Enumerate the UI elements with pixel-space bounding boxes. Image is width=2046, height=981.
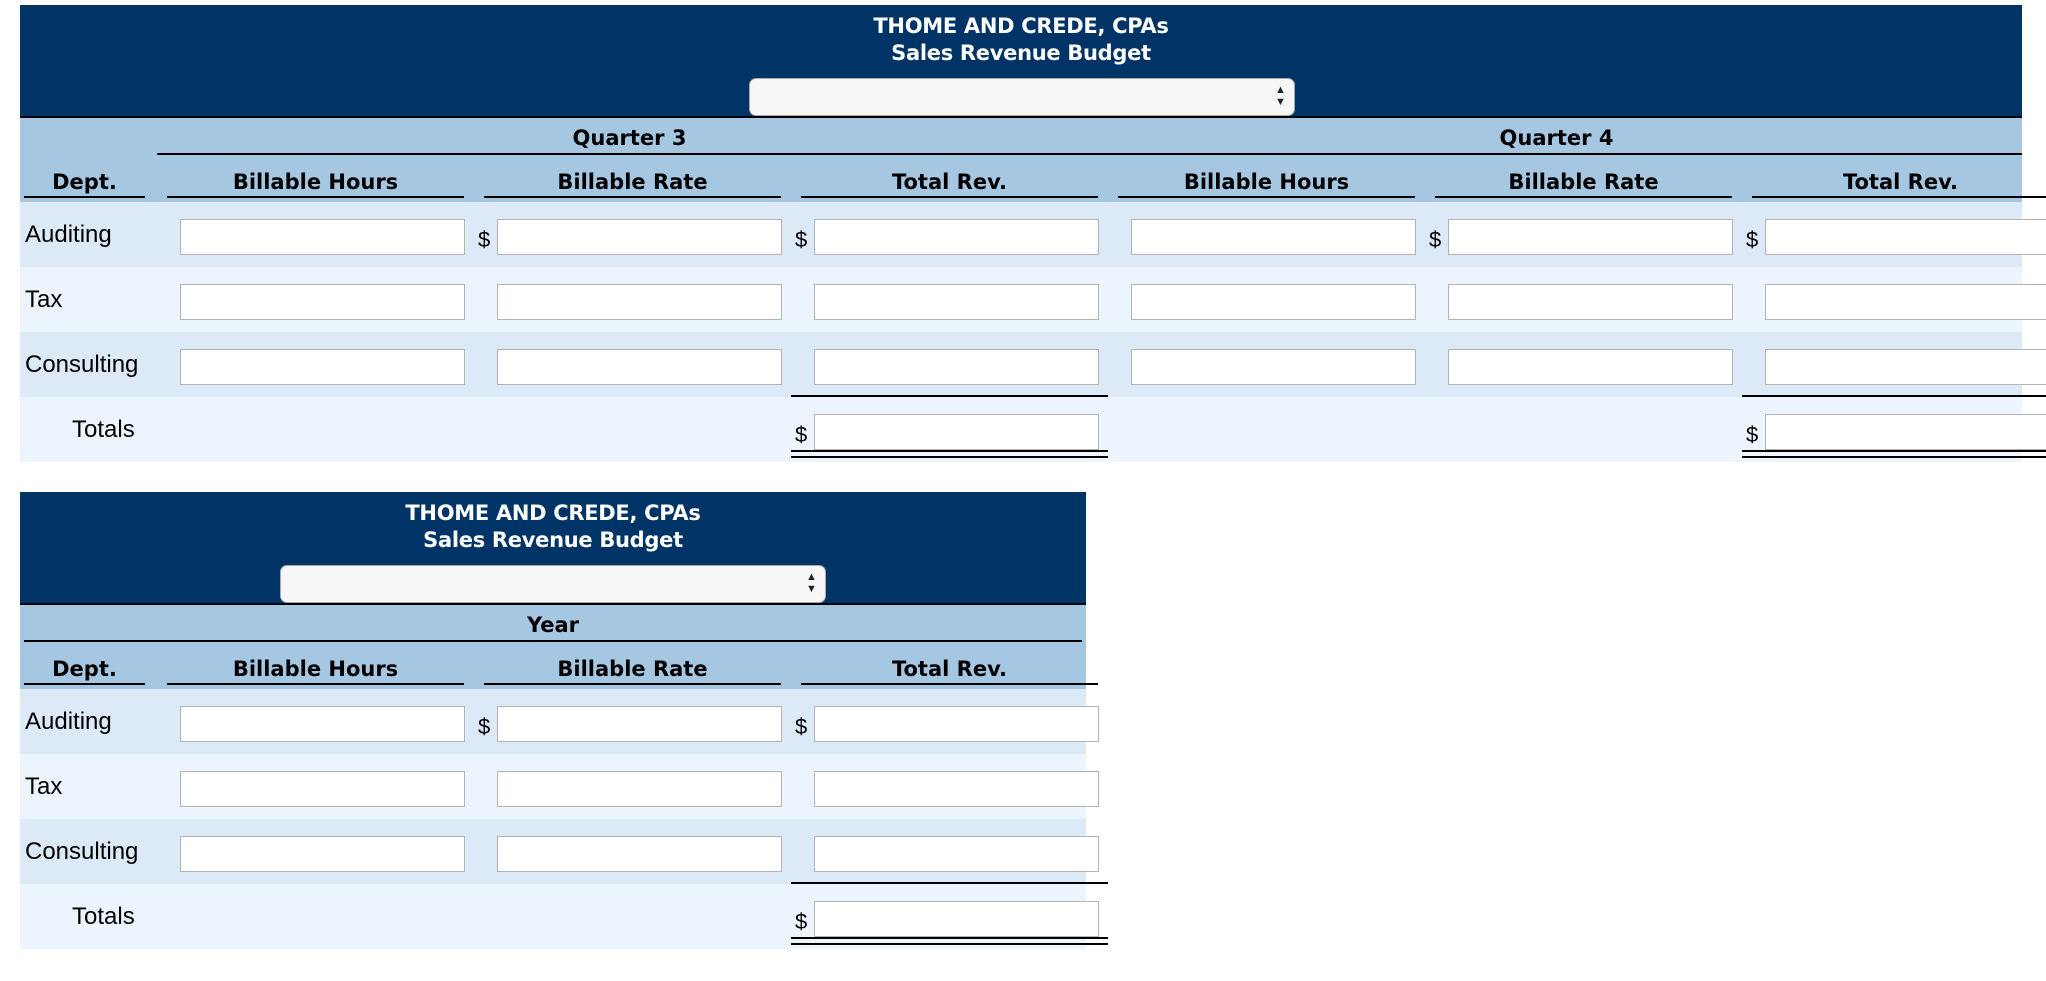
q4-tax-total-input[interactable] — [1765, 284, 2046, 320]
q4-total-rev-input[interactable] — [1765, 414, 2046, 450]
period-header-row — [20, 118, 2022, 158]
company-name: THOME AND CREDE, CPAs — [873, 14, 1169, 38]
table-row-tax — [20, 267, 2022, 332]
column-header-row — [20, 645, 1086, 689]
period-select[interactable] — [280, 565, 826, 603]
sales-revenue-budget-year — [20, 492, 1086, 949]
currency-symbol: $ — [478, 227, 491, 252]
column-header-q4-billable-rate: Billable Rate — [1425, 158, 1742, 202]
year-tax-rate-input[interactable] — [497, 771, 782, 807]
column-header-billable-rate: Billable Rate — [474, 645, 791, 689]
year-tax-hours-input[interactable] — [180, 771, 465, 807]
q4-tax-hours-input[interactable] — [1131, 284, 1416, 320]
currency-symbol: $ — [1429, 227, 1442, 252]
budget-header — [20, 492, 1086, 605]
dept-label-auditing: Auditing — [25, 221, 112, 248]
totals-label: Totals — [72, 903, 135, 930]
q4-auditing-hours-input[interactable] — [1131, 219, 1416, 255]
year-consulting-rate-input[interactable] — [497, 836, 782, 872]
table-row-consulting — [20, 819, 1086, 884]
dept-label-tax: Tax — [25, 286, 63, 313]
dept-label-consulting: Consulting — [25, 351, 139, 378]
year-auditing-rate-input[interactable] — [497, 706, 782, 742]
table-row-totals — [20, 397, 2022, 462]
q4-auditing-rate-input[interactable] — [1448, 219, 1733, 255]
table-row-auditing — [20, 202, 2022, 267]
totals-label: Totals — [72, 416, 135, 443]
year-consulting-hours-input[interactable] — [180, 836, 465, 872]
currency-symbol: $ — [795, 227, 808, 252]
period-label-year: Year — [24, 610, 1082, 642]
sales-revenue-budget-quarters — [20, 5, 2022, 462]
period-label-quarter-4: Quarter 4 — [1091, 123, 2022, 155]
q3-tax-hours-input[interactable] — [180, 284, 465, 320]
q4-auditing-total-input[interactable] — [1765, 219, 2046, 255]
dept-label-auditing: Auditing — [25, 708, 112, 735]
q3-tax-total-input[interactable] — [814, 284, 1099, 320]
q4-consulting-total-input[interactable] — [1765, 349, 2046, 385]
column-header-q4-billable-hours: Billable Hours — [1108, 158, 1425, 202]
currency-symbol: $ — [478, 714, 491, 739]
total-double-underline — [791, 937, 1108, 945]
dept-label-consulting: Consulting — [25, 838, 139, 865]
up-down-arrows-icon: ▲ ▼ — [806, 571, 817, 595]
q4-consulting-rate-input[interactable] — [1448, 349, 1733, 385]
table-row-tax — [20, 754, 1086, 819]
column-header-billable-hours: Billable Hours — [157, 645, 474, 689]
column-header-dept: Dept. — [20, 645, 157, 689]
total-double-underline — [791, 450, 1108, 458]
company-name: THOME AND CREDE, CPAs — [405, 501, 701, 525]
currency-symbol: $ — [795, 909, 808, 934]
table-row-auditing — [20, 689, 1086, 754]
year-auditing-hours-input[interactable] — [180, 706, 465, 742]
period-select[interactable] — [749, 78, 1295, 116]
year-consulting-total-input[interactable] — [814, 836, 1099, 872]
year-auditing-total-input[interactable] — [814, 706, 1099, 742]
column-header-q4-total-rev: Total Rev. — [1742, 158, 2046, 202]
period-label-quarter-3: Quarter 3 — [157, 123, 1102, 155]
q3-consulting-total-input[interactable] — [814, 349, 1099, 385]
column-header-q3-billable-hours: Billable Hours — [157, 158, 474, 202]
year-total-rev-input[interactable] — [814, 901, 1099, 937]
q3-auditing-total-input[interactable] — [814, 219, 1099, 255]
currency-symbol: $ — [795, 422, 808, 447]
period-header-row — [20, 605, 1086, 645]
currency-symbol: $ — [1746, 227, 1759, 252]
q3-auditing-rate-input[interactable] — [497, 219, 782, 255]
up-down-arrows-icon: ▲ ▼ — [1275, 84, 1286, 108]
column-header-q3-billable-rate: Billable Rate — [474, 158, 791, 202]
budget-title: Sales Revenue Budget — [423, 528, 683, 552]
table-row-consulting — [20, 332, 2022, 397]
budget-title: Sales Revenue Budget — [891, 41, 1151, 65]
q4-tax-rate-input[interactable] — [1448, 284, 1733, 320]
total-double-underline — [1742, 450, 2046, 458]
q3-tax-rate-input[interactable] — [497, 284, 782, 320]
column-header-dept: Dept. — [20, 158, 157, 202]
column-header-total-rev: Total Rev. — [791, 645, 1108, 689]
currency-symbol: $ — [795, 714, 808, 739]
budget-header — [20, 5, 2022, 118]
table-row-totals — [20, 884, 1086, 949]
year-tax-total-input[interactable] — [814, 771, 1099, 807]
column-header-q3-total-rev: Total Rev. — [791, 158, 1108, 202]
q3-consulting-hours-input[interactable] — [180, 349, 465, 385]
q4-consulting-hours-input[interactable] — [1131, 349, 1416, 385]
dept-label-tax: Tax — [25, 773, 63, 800]
column-header-row — [20, 158, 2022, 202]
q3-consulting-rate-input[interactable] — [497, 349, 782, 385]
currency-symbol: $ — [1746, 422, 1759, 447]
q3-auditing-hours-input[interactable] — [180, 219, 465, 255]
q3-total-rev-input[interactable] — [814, 414, 1099, 450]
